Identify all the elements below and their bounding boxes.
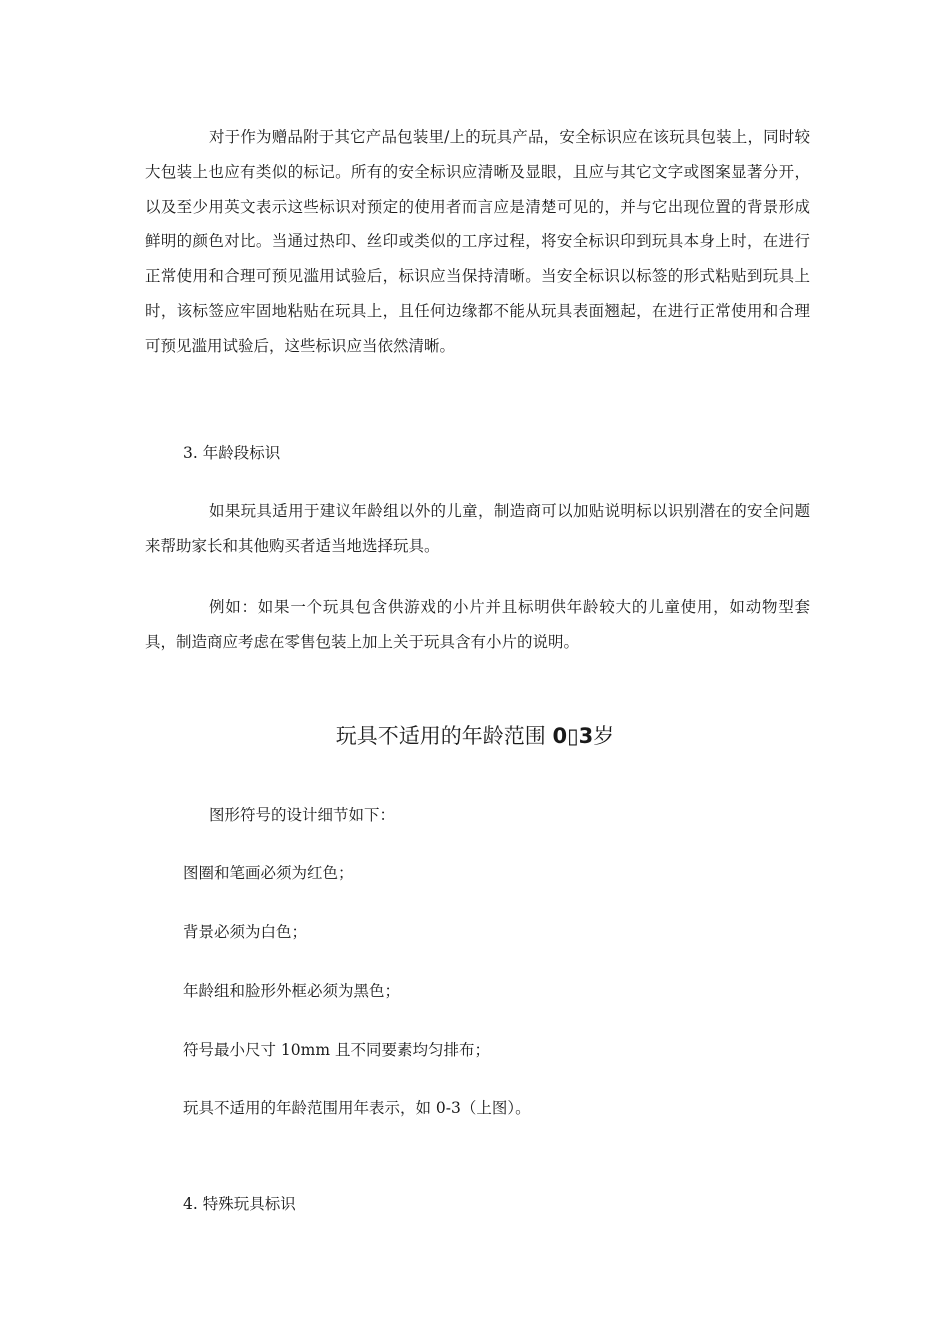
- caption-age-end: 3: [578, 724, 594, 748]
- caption-age-start: 0: [552, 724, 568, 748]
- caption-separator: ▯: [567, 724, 579, 748]
- age-range-figure-caption: [0, 720, 950, 750]
- design-item-background-white: 背景必须为白色；: [183, 923, 308, 941]
- age-labeling-paragraph: 如果玩具适用于建议年龄组以外的儿童，制造商可以加贴说明标以识别潜在的安全问题来帮助家长和其他购买者适当地选择玩具。: [145, 502, 810, 555]
- example-paragraph: 例如：如果一个玩具包含供游戏的小片并且标明供年龄较大的儿童使用，如动物型套具，制造商应考虑在零售包装上加上关于玩具含有小片的说明。: [145, 598, 810, 651]
- section-heading-age-labeling: 3. 年龄段标识: [183, 444, 281, 462]
- design-item-min-size: 符号最小尺寸 10mm 且不同要素均匀排布；: [183, 1041, 490, 1059]
- caption-text: 玩具不适用的年龄范围: [335, 724, 553, 748]
- design-details-intro: 图形符号的设计细节如下：: [209, 806, 396, 824]
- design-item-age-range-format: 玩具不适用的年龄范围用年表示，如 0-3（上图）。: [183, 1099, 531, 1117]
- caption-unit: 岁: [593, 724, 615, 748]
- gift-packaging-paragraph: 对于作为赠品附于其它产品包装里/上的玩具产品，安全标识应在该玩具包装上，同时较大包装上也应有类似的标记。所有的安全标识应清晰及显眼，且应与其它文字或图案显著分开，以及至少用英文表示这些标识对预定的使用者而言应是清楚可见的，并与它出现位置的背景形成鲜明的颜色对比。当通过热印、丝印或类似的工序过程，将安全标识印到玩具本身上时，在进行正常使用和合理可预见滥用试验后，标识应当保持清晰。当安全标识以标签的形式粘贴到玩具上时，该标签应牢固地粘贴在玩具上，且任何边缘都不能从玩具表面翘起，在进行正常使用和合理可预见滥用试验后，这些标识应当依然清晰。: [145, 128, 810, 355]
- section-heading-special-toys: 4. 特殊玩具标识: [183, 1195, 296, 1213]
- design-item-outline-black: 年龄组和脸形外框必须为黑色；: [183, 982, 401, 1000]
- design-item-color-red: 图圈和笔画必须为红色；: [183, 864, 354, 882]
